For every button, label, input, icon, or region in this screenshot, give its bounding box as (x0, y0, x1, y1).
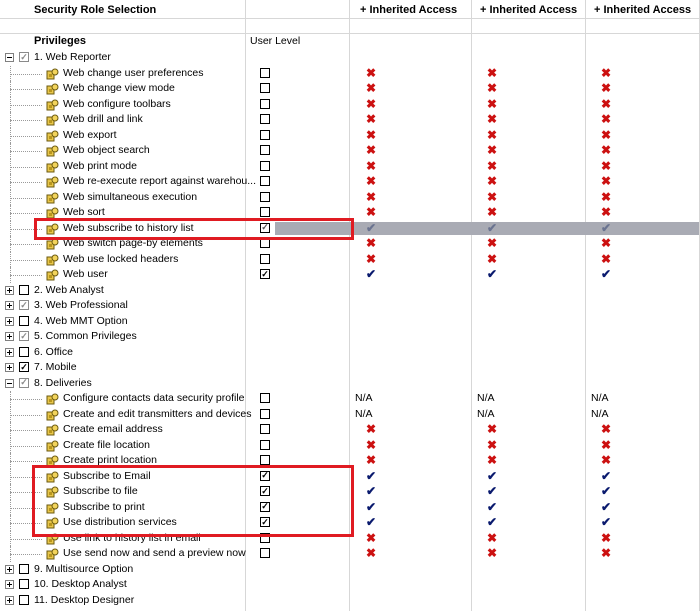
privilege-label: Web subscribe to history list (63, 221, 194, 234)
denied-x-icon: ✖ (601, 96, 612, 111)
denied-x-icon: ✖ (366, 530, 377, 545)
collapse-icon[interactable] (5, 53, 14, 62)
tree-guide-line (10, 136, 42, 138)
granted-check-icon: ✔ (487, 220, 498, 235)
denied-x-icon: ✖ (487, 158, 498, 173)
group-checkbox[interactable] (19, 316, 29, 326)
denied-x-icon: ✖ (601, 158, 612, 173)
privileges-header: Privileges (34, 35, 86, 47)
denied-x-icon: ✖ (601, 143, 612, 157)
granted-check-icon: ✔ (601, 499, 612, 514)
group-label: 7. Mobile (34, 361, 77, 373)
group-checkbox[interactable] (19, 300, 29, 310)
denied-x-icon: ✖ (487, 422, 498, 436)
row-divider (0, 33, 700, 34)
denied-x-icon: ✖ (366, 236, 377, 250)
privilege-label: Web re-execute report against warehou... (63, 175, 256, 187)
tree-guide-line (10, 182, 42, 184)
user-level-checkbox[interactable] (260, 114, 270, 124)
privilege-group-row[interactable] (0, 593, 700, 609)
not-applicable-text: N/A (477, 392, 495, 404)
user-level-checkbox[interactable] (260, 455, 270, 465)
privilege-key-icon (46, 99, 58, 111)
tree-guide-line (10, 275, 42, 277)
denied-x-icon: ✖ (601, 251, 612, 266)
denied-x-icon: ✖ (366, 143, 377, 157)
highlight-box-subscriptions (32, 465, 354, 537)
privilege-row[interactable] (0, 252, 700, 268)
denied-x-icon: ✖ (366, 453, 377, 467)
denied-x-icon: ✖ (487, 143, 498, 157)
denied-x-icon: ✖ (366, 251, 377, 266)
user-level-checkbox[interactable] (260, 176, 270, 186)
tree-guide-line (10, 213, 42, 215)
not-applicable-text: N/A (591, 392, 609, 404)
privilege-group-row[interactable] (0, 577, 700, 593)
granted-check-icon: ✔ (366, 468, 377, 483)
column-header-inherited-1[interactable]: + Inherited Access (360, 4, 458, 16)
denied-x-icon: ✖ (366, 96, 377, 111)
privilege-key-icon (46, 68, 58, 80)
denied-x-icon: ✖ (366, 437, 377, 452)
user-level-checkbox[interactable] (260, 99, 270, 109)
expand-icon[interactable] (5, 565, 14, 574)
user-level-checkbox[interactable] (260, 192, 270, 202)
privilege-key-icon (46, 424, 58, 436)
denied-x-icon: ✖ (601, 127, 612, 142)
privilege-label: Create file location (63, 438, 150, 451)
privilege-label: Configure contacts data security profile (63, 392, 245, 404)
granted-check-icon: ✔ (487, 515, 498, 529)
user-level-checkbox[interactable] (260, 440, 270, 450)
privilege-label: Web change user preferences (63, 66, 204, 79)
tree-guide-line (10, 539, 42, 541)
denied-x-icon: ✖ (601, 453, 612, 467)
group-label: 11. Desktop Designer (34, 593, 135, 606)
user-level-checkbox[interactable] (260, 548, 270, 558)
privilege-row[interactable] (0, 81, 700, 97)
tree-guide-line (10, 399, 42, 401)
user-level-checkbox[interactable] (260, 68, 270, 78)
denied-x-icon: ✖ (487, 205, 498, 219)
privilege-key-icon (46, 145, 58, 157)
expand-icon[interactable] (5, 332, 14, 341)
privilege-row[interactable] (0, 159, 700, 175)
denied-x-icon: ✖ (487, 81, 498, 95)
group-label: 5. Common Privileges (34, 330, 137, 342)
user-level-checkbox[interactable] (260, 424, 270, 434)
privilege-group-row[interactable] (0, 360, 700, 376)
privilege-label: Subscribe to print (63, 500, 145, 513)
privilege-label: Use distribution services (63, 516, 177, 528)
denied-x-icon: ✖ (487, 530, 498, 545)
group-checkbox[interactable] (19, 378, 29, 388)
tree-guide-line (10, 167, 42, 169)
denied-x-icon: ✖ (487, 189, 498, 204)
privilege-row[interactable] (0, 391, 700, 407)
column-header-inherited-2[interactable]: + Inherited Access (480, 4, 578, 16)
denied-x-icon: ✖ (487, 65, 498, 80)
privilege-label: Create print location (63, 454, 157, 466)
expand-icon[interactable] (5, 363, 14, 372)
denied-x-icon: ✖ (601, 205, 612, 219)
privilege-group-row[interactable] (0, 345, 700, 361)
denied-x-icon: ✖ (366, 205, 377, 219)
denied-x-icon: ✖ (366, 546, 377, 560)
denied-x-icon: ✖ (366, 127, 377, 142)
privilege-label: Subscribe to file (63, 485, 138, 497)
privilege-label: Subscribe to Email (63, 469, 151, 482)
not-applicable-text: N/A (591, 407, 609, 420)
privilege-group-row[interactable] (0, 283, 700, 299)
privilege-key-icon (46, 393, 58, 405)
privilege-row[interactable] (0, 422, 700, 438)
denied-x-icon: ✖ (601, 81, 612, 95)
granted-check-icon: ✔ (366, 515, 377, 529)
group-checkbox[interactable] (19, 579, 29, 589)
expand-icon[interactable] (5, 596, 14, 605)
group-label: 8. Deliveries (34, 376, 92, 389)
denied-x-icon: ✖ (601, 112, 612, 126)
user-level-checkbox[interactable] (260, 409, 270, 419)
group-label: 2. Web Analyst (34, 283, 104, 296)
tree-guide-line (10, 415, 42, 417)
tree-guide-line (10, 244, 42, 246)
privilege-row[interactable] (0, 112, 700, 128)
granted-check-icon: ✔ (601, 267, 612, 281)
expand-icon[interactable] (5, 317, 14, 326)
privilege-key-icon (46, 440, 58, 452)
privilege-group-row[interactable] (0, 562, 700, 578)
group-label: 3. Web Professional (34, 299, 128, 311)
user-level-checkbox[interactable] (260, 254, 270, 264)
granted-check-icon: ✔ (487, 468, 498, 483)
denied-x-icon: ✖ (366, 189, 377, 204)
privilege-row[interactable] (0, 546, 700, 562)
privilege-key-icon (46, 176, 58, 188)
denied-x-icon: ✖ (366, 81, 377, 95)
granted-check-icon: ✔ (366, 267, 377, 281)
privilege-row[interactable] (0, 143, 700, 159)
granted-check-icon: ✔ (601, 468, 612, 483)
privilege-label: Create email address (63, 423, 163, 435)
group-label: 10. Desktop Analyst (34, 578, 127, 590)
privilege-row[interactable] (0, 128, 700, 144)
highlight-box-history-list (34, 218, 354, 240)
user-level-checkbox[interactable] (260, 161, 270, 171)
privilege-label: Web user (63, 268, 108, 280)
privilege-row[interactable] (0, 267, 700, 283)
denied-x-icon: ✖ (601, 422, 612, 436)
denied-x-icon: ✖ (601, 546, 612, 560)
privilege-group-row[interactable] (0, 50, 700, 66)
tree-guide-line (10, 151, 42, 153)
tree-guide-line (10, 89, 42, 91)
denied-x-icon: ✖ (601, 189, 612, 204)
privilege-key-icon (46, 409, 58, 421)
group-checkbox[interactable] (19, 362, 29, 372)
granted-check-icon: ✔ (366, 484, 377, 498)
privilege-group-row[interactable] (0, 298, 700, 314)
privilege-label: Use link to history list in email (63, 531, 201, 544)
user-level-checkbox[interactable] (260, 145, 270, 155)
denied-x-icon: ✖ (487, 437, 498, 452)
privilege-label: Create and edit transmitters and devices (63, 407, 252, 420)
granted-check-icon: ✔ (601, 515, 612, 529)
denied-x-icon: ✖ (487, 127, 498, 142)
group-checkbox[interactable] (19, 52, 29, 62)
privilege-key-icon (46, 192, 58, 204)
privilege-label: Web simultaneous execution (63, 190, 198, 203)
privilege-row[interactable] (0, 66, 700, 82)
denied-x-icon: ✖ (487, 174, 498, 188)
not-applicable-text: N/A (477, 407, 495, 420)
expand-icon[interactable] (5, 286, 14, 295)
user-level-checkbox[interactable] (260, 130, 270, 140)
denied-x-icon: ✖ (601, 236, 612, 250)
group-checkbox[interactable] (19, 595, 29, 605)
not-applicable-text: N/A (355, 392, 373, 404)
privilege-label: Web object search (63, 144, 150, 156)
denied-x-icon: ✖ (601, 530, 612, 545)
privilege-label: Web drill and link (63, 113, 143, 125)
privilege-label: Web switch page-by elements (63, 237, 203, 249)
privilege-key-icon (46, 269, 58, 281)
privilege-row[interactable] (0, 174, 700, 190)
denied-x-icon: ✖ (366, 112, 377, 126)
group-checkbox[interactable] (19, 564, 29, 574)
granted-check-icon: ✔ (366, 220, 377, 235)
tree-guide-line (10, 105, 42, 107)
privilege-row[interactable] (0, 97, 700, 113)
denied-x-icon: ✖ (487, 96, 498, 111)
group-label: 9. Multisource Option (34, 562, 134, 575)
granted-check-icon: ✔ (601, 220, 612, 235)
denied-x-icon: ✖ (366, 174, 377, 188)
privilege-row[interactable] (0, 438, 700, 454)
expand-icon[interactable] (5, 348, 14, 357)
tree-guide-line (10, 446, 42, 448)
privilege-label: Use send now and send a preview now (63, 547, 246, 559)
denied-x-icon: ✖ (366, 65, 377, 80)
tree-guide-line (10, 260, 42, 262)
granted-check-icon: ✔ (487, 484, 498, 498)
granted-check-icon: ✔ (487, 267, 498, 281)
tree-guide-line (10, 430, 42, 432)
expand-icon[interactable] (5, 580, 14, 589)
tree-guide-line (10, 74, 42, 76)
tree-guide-line (10, 554, 42, 556)
privilege-label: Web configure toolbars (63, 97, 171, 110)
expand-icon[interactable] (5, 301, 14, 310)
group-label: 4. Web MMT Option (34, 314, 128, 327)
privilege-key-icon (46, 548, 58, 560)
denied-x-icon: ✖ (366, 158, 377, 173)
denied-x-icon: ✖ (601, 437, 612, 452)
denied-x-icon: ✖ (487, 112, 498, 126)
user-level-checkbox[interactable] (260, 393, 270, 403)
user-level-header: User Level (250, 35, 301, 47)
denied-x-icon: ✖ (487, 251, 498, 266)
privilege-group-row[interactable] (0, 314, 700, 330)
granted-check-icon: ✔ (366, 499, 377, 514)
granted-check-icon: ✔ (487, 499, 498, 514)
privilege-key-icon (46, 83, 58, 95)
group-checkbox[interactable] (19, 331, 29, 341)
denied-x-icon: ✖ (487, 546, 498, 560)
privilege-key-icon (46, 254, 58, 266)
tree-guide-line (10, 461, 42, 463)
denied-x-icon: ✖ (366, 422, 377, 436)
user-level-checkbox[interactable] (260, 269, 270, 279)
group-checkbox[interactable] (19, 285, 29, 295)
privilege-key-icon (46, 161, 58, 173)
user-level-checkbox[interactable] (260, 83, 270, 93)
privilege-group-row[interactable] (0, 376, 700, 392)
denied-x-icon: ✖ (601, 174, 612, 188)
not-applicable-text: N/A (355, 407, 373, 420)
privilege-key-icon (46, 114, 58, 126)
privilege-row[interactable] (0, 407, 700, 423)
user-level-checkbox[interactable] (260, 207, 270, 217)
denied-x-icon: ✖ (601, 65, 612, 80)
page-title: Security Role Selection (34, 4, 157, 16)
privilege-key-icon (46, 130, 58, 142)
group-label: 6. Office (34, 345, 73, 358)
privilege-label: Web print mode (63, 159, 137, 172)
privilege-label: Web export (63, 128, 117, 141)
column-header-inherited-3[interactable]: + Inherited Access (594, 4, 692, 16)
privilege-label: Web sort (63, 206, 105, 218)
denied-x-icon: ✖ (487, 453, 498, 467)
collapse-icon[interactable] (5, 379, 14, 388)
denied-x-icon: ✖ (487, 236, 498, 250)
group-label: 1. Web Reporter (34, 51, 111, 63)
privilege-label: Web use locked headers (63, 252, 179, 265)
tree-guide-line (10, 198, 42, 200)
granted-check-icon: ✔ (601, 484, 612, 498)
tree-guide-line (10, 120, 42, 122)
privilege-label: Web change view mode (63, 82, 175, 94)
privilege-row[interactable] (0, 190, 700, 206)
group-checkbox[interactable] (19, 347, 29, 357)
privilege-group-row[interactable] (0, 329, 700, 345)
